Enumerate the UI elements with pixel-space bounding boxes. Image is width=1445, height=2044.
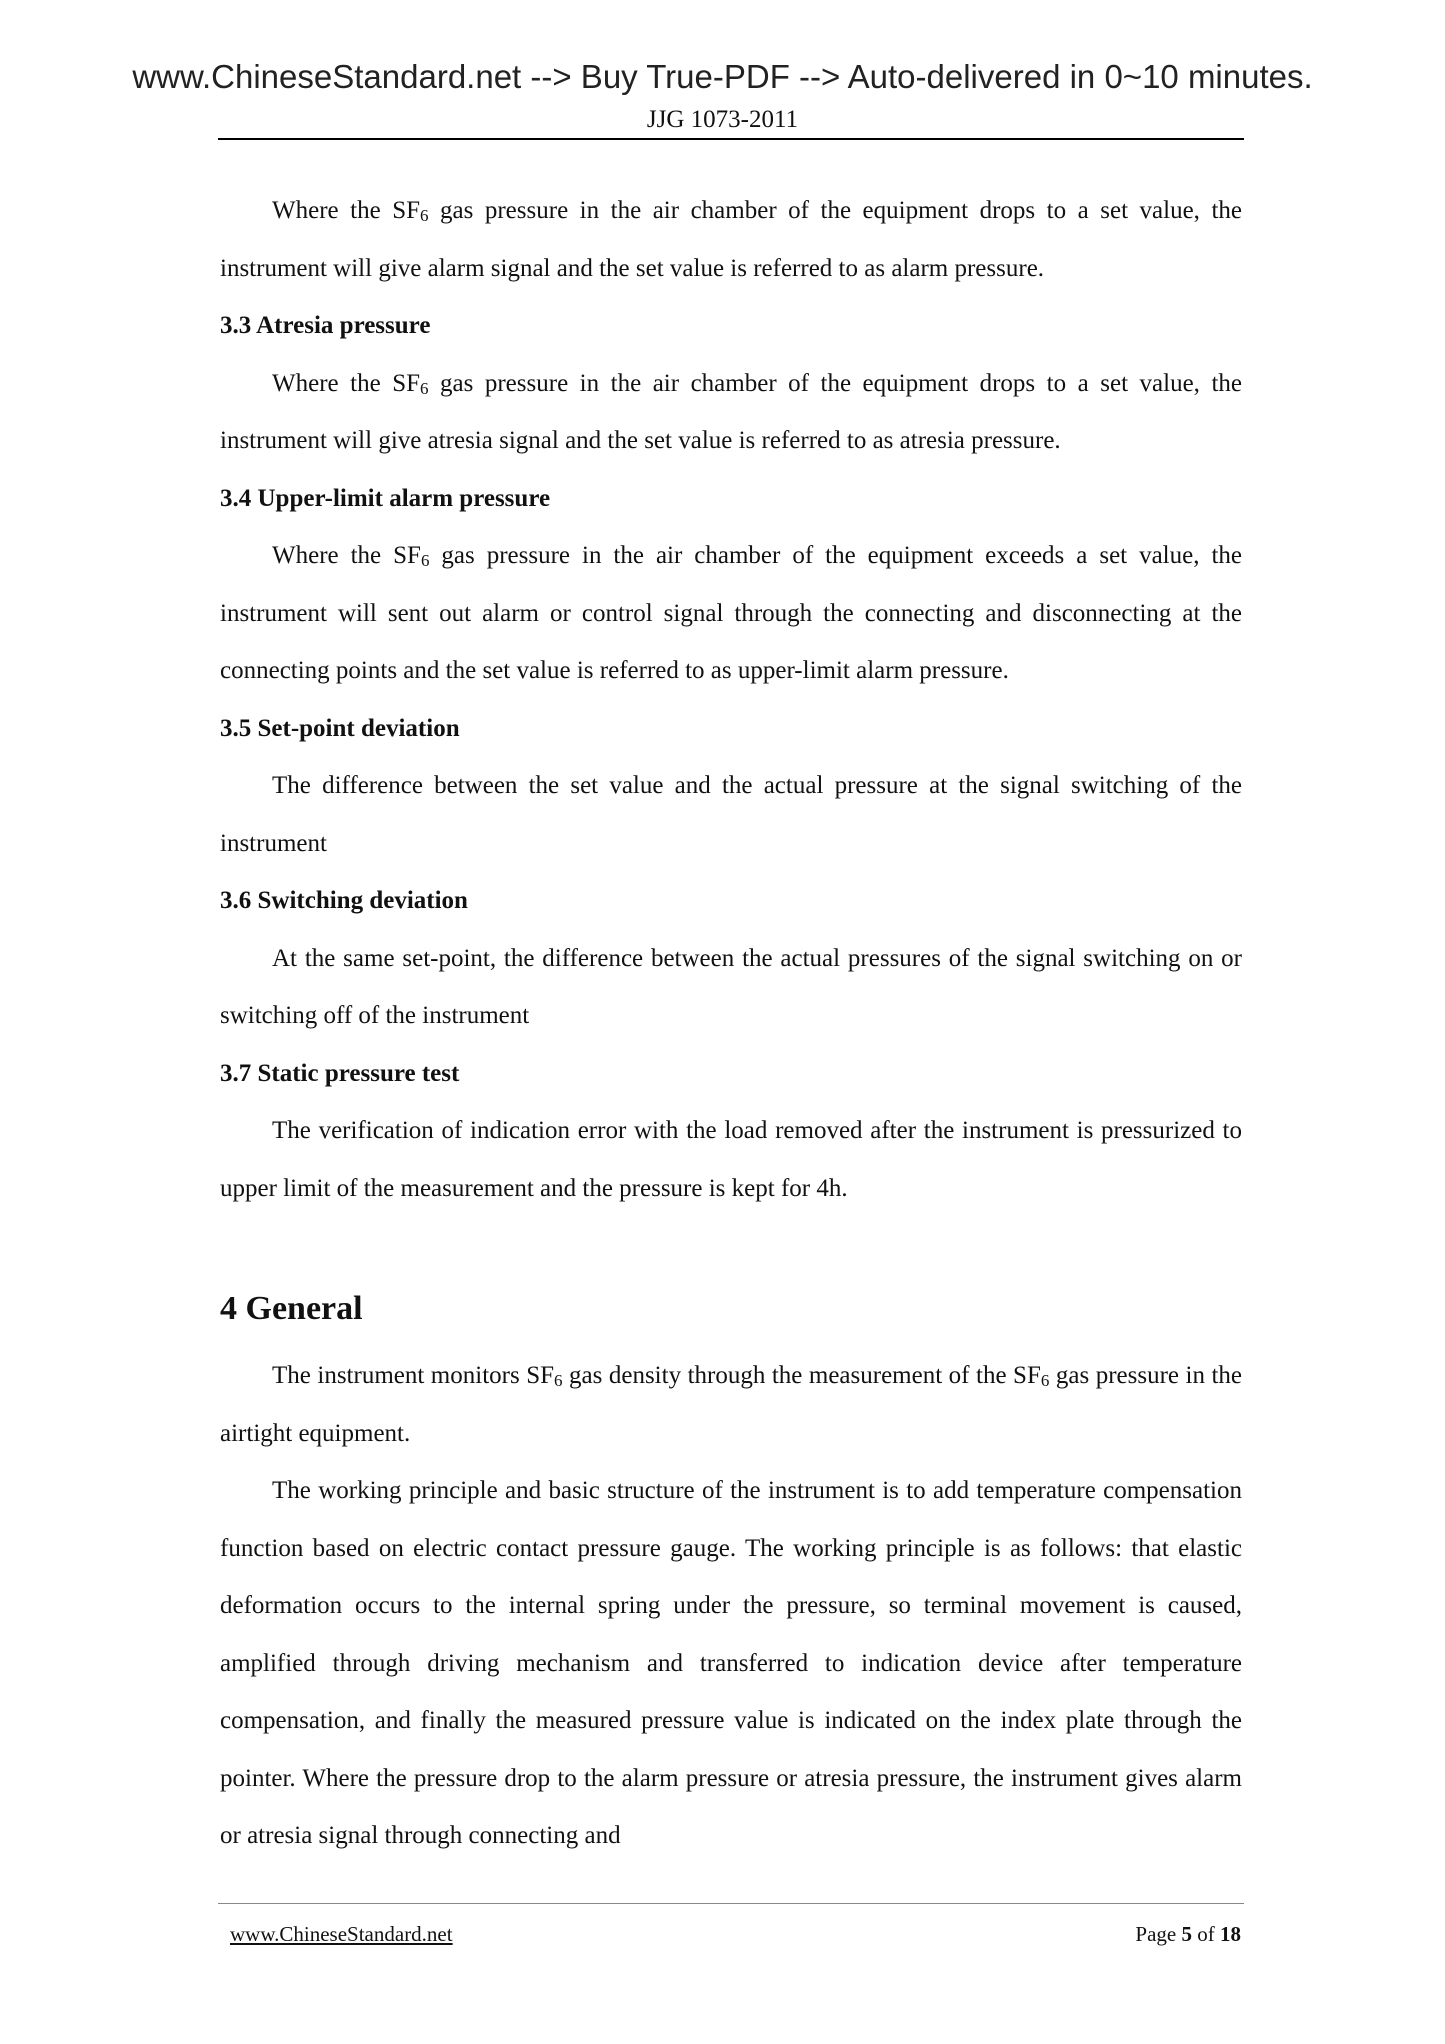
text-run: gas density through the measurement of the SF (562, 1362, 1041, 1389)
top-banner-link[interactable]: www.ChineseStandard.net --> Buy True-PDF --> Auto-delivered in 0~10 minutes. (132, 58, 1313, 95)
static-pressure-paragraph: The verification of indication error with the load removed after the instrument is pressurized to upper limit of the measurement and the pressure is kept for 4h. (220, 1117, 1242, 1202)
heading-3-3: 3.3 Atresia pressure (220, 312, 431, 339)
page-content (220, 182, 1242, 1865)
text-run: gas pressure in the air chamber of the equipment drops to a set value, the instrument will give alarm signal and the set value is referred to as alarm pressure. (220, 197, 1242, 282)
text-run: gas pressure in the air chamber of the equipment exceeds a set value, the instrument will sent out alarm or control signal through the connecting and disconnecting at the connecting points and the set value is referred to as upper-limit alarm pressure. (220, 542, 1242, 684)
text-run: Where the SF (272, 542, 421, 569)
page-total: 18 (1220, 1922, 1241, 1946)
set-point-deviation-paragraph: The difference between the set value and the actual pressure at the signal switching of the instrument (220, 772, 1242, 857)
text-run: gas pressure in the airtight equipment. (220, 1362, 1242, 1447)
text-run: gas pressure in the air chamber of the equipment drops to a set value, the instrument will give atresia signal and the set value is referred to as atresia pressure. (220, 369, 1242, 454)
alarm-pressure-paragraph (220, 182, 1242, 297)
text-run: Where the SF (272, 197, 420, 224)
of-word: of (1192, 1922, 1220, 1946)
page-word: Page (1135, 1922, 1182, 1946)
subscript: 6 (554, 1371, 563, 1390)
footer-link[interactable]: www.ChineseStandard.net (230, 1922, 453, 1946)
header-rule (218, 138, 1244, 140)
atresia-pressure-paragraph (220, 355, 1242, 470)
heading-4-general: 4 General (220, 1290, 363, 1327)
general-paragraph-2: The working principle and basic structure of the instrument is to add temperature compensation function based on electric contact pressure gauge. The working principle is as follows: that elastic deformation occurs to the internal spring under the pressure, so terminal movement is caused, amplified through driving mechanism and transferred to indication device after temperature compensation, and finally the measured pressure value is indicated on the index plate through the pointer. Where the pressure drop to the alarm pressure or atresia pressure, the instrument gives alarm or atresia signal through connecting and (220, 1477, 1242, 1849)
text-run: The instrument monitors SF (272, 1362, 555, 1389)
subscript: 6 (420, 206, 429, 225)
page-indicator (1135, 1922, 1241, 1947)
text-run: Where the SF (272, 369, 420, 397)
heading-3-4: 3.4 Upper-limit alarm pressure (220, 484, 551, 512)
switching-deviation-paragraph: At the same set-point, the difference between the actual pressures of the signal switching on or switching off of the instrument (220, 944, 1242, 1029)
heading-3-6: 3.6 Switching deviation (220, 887, 468, 914)
subscript: 6 (1040, 1371, 1050, 1390)
heading-3-5: 3.5 Set-point deviation (220, 714, 460, 742)
subscript: 6 (420, 551, 430, 570)
subscript: 6 (420, 378, 429, 398)
footer-rule (218, 1903, 1244, 1904)
document-id: JJG 1073-2011 (646, 106, 799, 133)
heading-3-7: 3.7 Static pressure test (220, 1059, 460, 1087)
page-number: 5 (1181, 1922, 1192, 1946)
general-paragraph-1 (220, 1347, 1242, 1462)
upper-limit-paragraph (220, 527, 1242, 700)
